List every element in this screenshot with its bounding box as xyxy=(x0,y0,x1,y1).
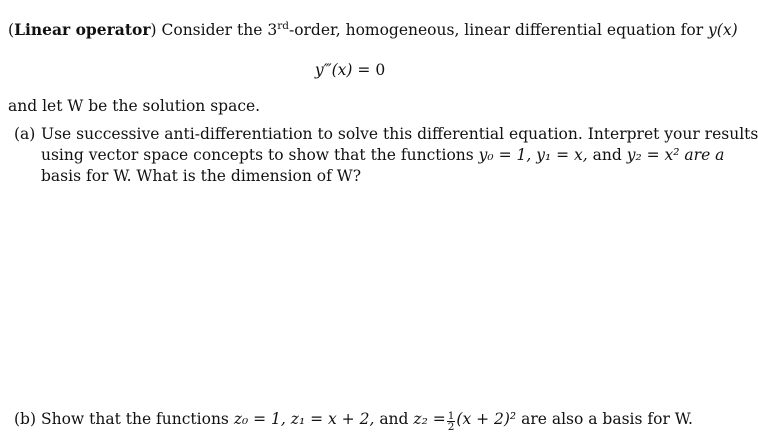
part-b-text xyxy=(41,409,693,432)
equation-rhs: = 0 xyxy=(357,61,386,79)
part-a-line-3: basis for W. What is the dimension of W? xyxy=(41,167,362,185)
problem-statement xyxy=(8,20,738,40)
equation xyxy=(0,60,700,80)
problem-title: Linear operator xyxy=(14,20,151,39)
function-y1: y₁ = x, xyxy=(536,146,588,164)
part-a-line-1: Use successive anti-differentiation to solve this differential equation. Interpret your results xyxy=(41,125,758,143)
part-b-text-start: Show that the functions xyxy=(41,410,229,428)
fraction-numerator: 1 xyxy=(447,410,455,422)
part-b-text-end: are also a basis for W. xyxy=(521,410,693,428)
function-z2-lhs: z₂ = xyxy=(413,410,446,428)
part-b-and: and xyxy=(379,410,409,428)
intro-function: y(x) xyxy=(708,21,738,39)
part-b-label: (b) xyxy=(14,410,37,428)
one-half-fraction xyxy=(447,411,456,432)
equation-lhs: y‴(x) xyxy=(314,61,353,79)
part-a-line-2-text: using vector space concepts to show that the functions xyxy=(41,146,474,164)
part-a-and: and xyxy=(592,146,622,164)
function-z0: z₀ = 1, xyxy=(233,410,286,428)
intro-rest: -order, homogeneous, linear differential equation for xyxy=(288,21,709,39)
intro-superscript: rd xyxy=(277,20,289,32)
solution-space-text: and let W be the solution space. xyxy=(8,97,261,115)
function-y2: y₂ = x² are a xyxy=(626,146,725,164)
title-close-paren: ) xyxy=(150,21,157,39)
function-z2-rhs: (x + 2)² xyxy=(456,410,517,428)
intro-text: Consider the 3 xyxy=(161,21,278,39)
part-a-label: (a) xyxy=(14,125,36,143)
title-open-paren: ( xyxy=(8,21,15,39)
function-y0: y₀ = 1, xyxy=(478,146,532,164)
part-a-line-2 xyxy=(41,145,724,165)
fraction-denominator: 2 xyxy=(447,421,455,433)
function-z1: z₁ = x + 2, xyxy=(290,410,375,428)
